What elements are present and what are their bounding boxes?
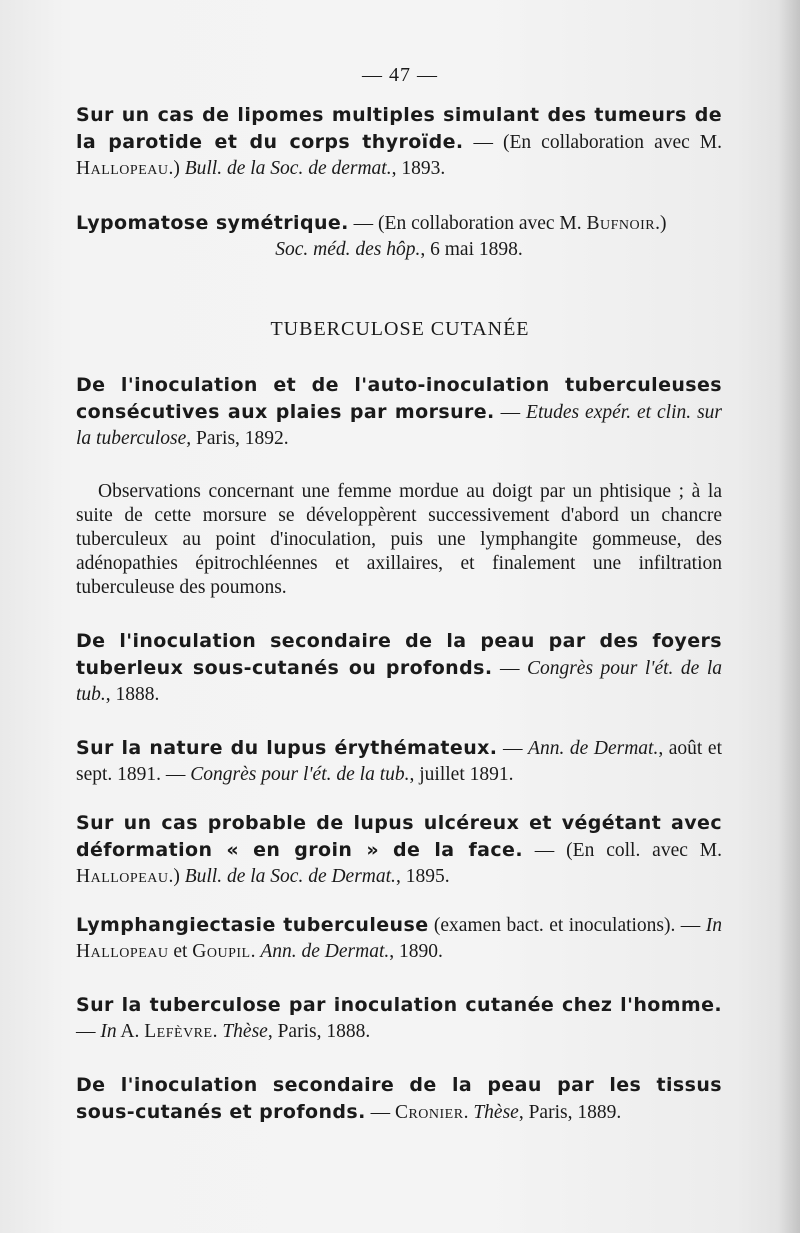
journal-name: Ann. de Dermat. bbox=[528, 738, 659, 759]
journal-name: Ann. de Dermat. bbox=[260, 941, 390, 962]
journal-name: Thèse bbox=[222, 1021, 268, 1042]
entry-title: Sur un cas de lipomes multiples simulant des tumeurs de la parotide et du corps thyroïde. bbox=[76, 104, 722, 153]
bibliography-entry: Lypomatose symétrique. — (En collaboration avec M. Bufnoir.) Soc. méd. des hôp., 6 mai 1898. bbox=[76, 212, 667, 260]
journal-name: Soc. méd. des hôp. bbox=[275, 239, 421, 260]
observation-paragraph: Observations concernant une femme mordue au doigt par un phtisique ; à la suite de cette morsure se développèrent successivement d'abord un chancre tuberculeux au point d'inoculation, puis une lymphangite gommeuse, des adénopathies épitrochléennes et axillaires, et finalement une infiltration tuberculeuse des poumons. bbox=[76, 481, 722, 598]
entry-title: Sur la tuberculose par inoculation cutanée chez l'homme. bbox=[76, 994, 722, 1016]
journal-name: Congrès pour l'ét. de la tub. bbox=[190, 764, 410, 785]
entry-title: Lypomatose symétrique. bbox=[76, 212, 349, 234]
entry-title: Lymphangiectasie tuberculeuse bbox=[76, 914, 429, 936]
journal-name: Bull. de la Soc. de dermat. bbox=[184, 158, 392, 179]
author-name: Lefèvre bbox=[144, 1021, 213, 1042]
page-edge-shadow bbox=[778, 0, 800, 1233]
section-heading: TUBERCULOSE CUTANÉE bbox=[270, 318, 530, 340]
journal-name: Etudes expér. et clin. sur la tuberculose, bbox=[76, 402, 722, 449]
bibliography-entry: Sur la tuberculose par inoculation cutanée chez l'homme. — In A. Lefèvre. Thèse, Paris, 1888. bbox=[76, 994, 722, 1042]
journal-name: Bull. de la Soc. de Dermat. bbox=[184, 866, 396, 887]
journal-name: Congrès pour l'ét. de la tub. bbox=[76, 658, 722, 705]
author-name: Bufnoir bbox=[586, 213, 656, 234]
author-name: Goupil bbox=[192, 941, 251, 962]
entry-title: De l'inoculation et de l'auto-inoculation tuberculeuses consécutives aux plaies par morsure. bbox=[76, 374, 722, 423]
page-number: — 47 — bbox=[362, 64, 438, 86]
author-name: Hallopeau bbox=[76, 866, 169, 887]
entry-title: De l'inoculation secondaire de la peau par les tissus sous-cutanés et profonds. bbox=[76, 1074, 722, 1123]
bibliography-entry: Sur un cas de lipomes multiples simulant des tumeurs de la parotide et du corps thyroïde. — (En collaboration avec M. Hallopeau.) Bull. de la Soc. de dermat., 1893. bbox=[76, 104, 722, 179]
bibliography-entry: Lymphangiectasie tuberculeuse (examen bact. et inoculations). — In Hallopeau et Goupil. Ann. de Dermat., 1890. bbox=[76, 914, 722, 962]
bibliography-entry: De l'inoculation secondaire de la peau par des foyers tuberleux sous-cutanés ou profonds. — Congrès pour l'ét. de la tub., 1888. bbox=[76, 630, 722, 705]
bibliography-entry: De l'inoculation secondaire de la peau par les tissus sous-cutanés et profonds. — Cronier. Thèse, Paris, 1889. bbox=[76, 1074, 722, 1123]
author-name: Hallopeau bbox=[76, 158, 169, 179]
entry-title: Sur un cas probable de lupus ulcéreux et végétant avec déformation « en groin » de la face. bbox=[76, 812, 722, 861]
bibliography-entry: Sur un cas probable de lupus ulcéreux et végétant avec déformation « en groin » de la face. — (En coll. avec M. Hallopeau.) Bull. de la Soc. de Dermat., 1895. bbox=[76, 812, 722, 887]
bibliography-entry: Sur la nature du lupus érythémateux. — Ann. de Dermat., août et sept. 1891. — Congrès pour l'ét. de la tub., juillet 1891. bbox=[76, 737, 722, 785]
bibliography-entry: De l'inoculation et de l'auto-inoculation tuberculeuses consécutives aux plaies par morsure. — Etudes expér. et clin. sur la tuberculose, Paris, 1892. bbox=[76, 374, 722, 449]
entry-title: Sur la nature du lupus érythémateux. bbox=[76, 737, 498, 759]
journal-name: Thèse bbox=[473, 1102, 519, 1123]
author-name: Cronier bbox=[394, 1102, 464, 1123]
author-name: Hallopeau bbox=[76, 941, 169, 962]
entry-title: De l'inoculation secondaire de la peau par des foyers tuberleux sous-cutanés ou profonds. bbox=[76, 630, 722, 679]
